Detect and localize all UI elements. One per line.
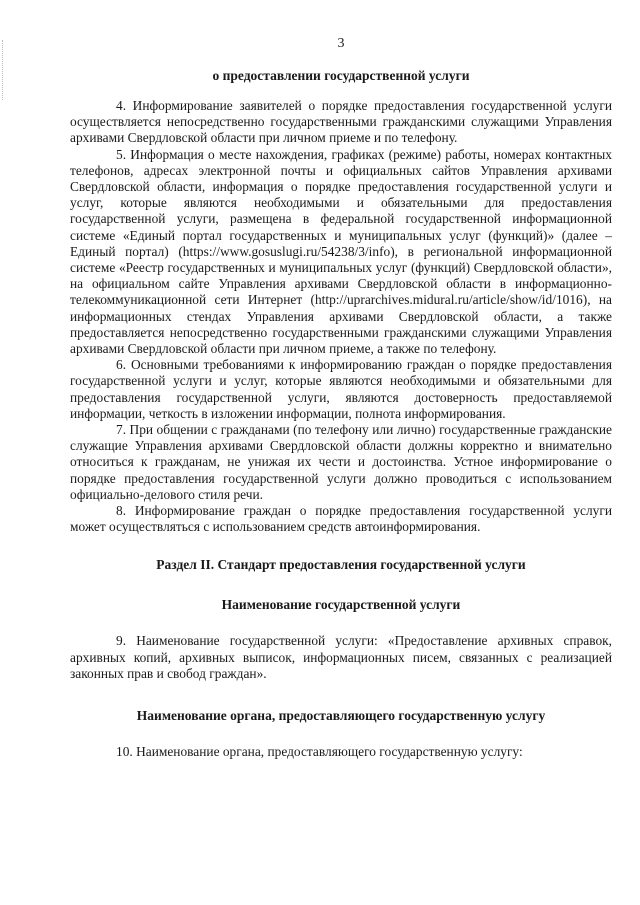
section-title: Раздел II. Стандарт предоставления государственной услуги	[156, 557, 526, 573]
subsection-title-service-name: Наименование государственной услуги	[221, 597, 461, 613]
paragraph-7: 7. При общении с гражданами (по телефону или лично) государственные гражданские служащие Управления архивами Свердловской области должны корректно и внимательно относиться к гражданам, не унижая их чести и достоинства. Устное информирование о порядке предоставления государственной услуги должно проводиться с использованием официально-делового стиля речи.	[70, 422, 612, 502]
paragraph-10: 10. Наименование органа, предоставляющего государственную услугу:	[116, 744, 523, 760]
paragraph-4: 4. Информирование заявителей о порядке предоставления государственной услуги осуществляется непосредственно государственными гражданскими служащими Управления архивами Свердловской области при личном приеме и по телефону.	[70, 98, 612, 146]
margin-mark	[2, 40, 5, 100]
page-number: 3	[337, 36, 345, 51]
heading-continuation: о предоставлении государственной услуги	[212, 68, 470, 83]
paragraph-5: 5. Информация о месте нахождения, графиках (режиме) работы, номерах контактных телефонов, адресах электронной почты и официальных сайтов Управления архивами Свердловской области, информация о порядке предоставления государственной услуги и услуг, которые являются необходимыми и обязательными для предоставления государственной услуги, размещена в федеральной государственной информационной системе «Единый портал государственных и муниципальных услуг (функций)» (далее – Единый портал) (https://www.gosuslugi.ru/54238/3/info), в региональной информационной системе «Реестр государственных и муниципальных услуг (функций) Свердловской области», на официальном сайте Управления архивами Свердловской области в информационно-телекоммуникационной сети Интернет (http://uprarchives.midural.ru/article/show/id/1016), на информационных стендах Управления архивами Свердловской области, а также предоставляется непосредственно государственными гражданскими служащими Управления архивами Свердловской области при личном приеме, а также по телефону.	[70, 146, 612, 357]
paragraph-6: 6. Основными требованиями к информированию граждан о порядке предоставления государственной услуги и услуг, которые являются необходимыми и обязательными для предоставления государственной услуги, являются достоверность предоставляемой информации, четкость в изложении информации, полнота информирования.	[70, 357, 612, 421]
paragraph-8: 8. Информирование граждан о порядке предоставления государственной услуги может осуществляться с использованием средств автоинформирования.	[70, 503, 612, 535]
subsection-title-authority-name: Наименование органа, предоставляющего государственную услугу	[136, 708, 546, 724]
paragraph-9: 9. Наименование государственной услуги: «Предоставление архивных справок, архивных копий, архивных выписок, информационных писем, связанных с реализацией законных прав и свобод граждан».	[70, 633, 612, 681]
